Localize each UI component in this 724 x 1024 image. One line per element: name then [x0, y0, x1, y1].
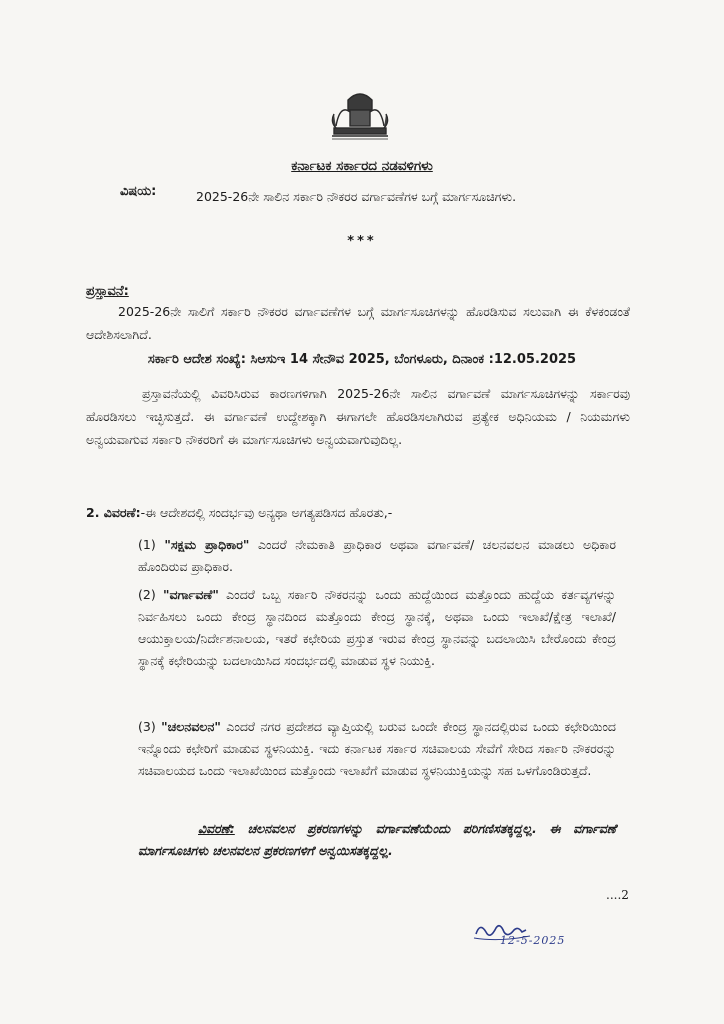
section-2-text: -ಈ ಆದೇಶದಲ್ಲಿ ಸಂದರ್ಭವು ಅನ್ಯಥಾ ಅಗತ್ಯಪಡಿಸದ ಹೊರತು,-: [140, 505, 393, 520]
document-title: ಕರ್ನಾಟಕ ಸರ್ಕಾರದ ನಡವಳಿಗಳು: [291, 158, 433, 174]
page-continuation: ....2: [606, 888, 629, 902]
subject-label: ವಿಷಯ:: [120, 184, 157, 199]
note-label: ವಿವರಣೆ:: [198, 821, 235, 836]
definition-text: ಎಂದರೆ ನೇಮಕಾತಿ ಪ್ರಾಧಿಕಾರ ಅಥವಾ ವರ್ಗಾವಣೆ/ ಚಲನವಲನ ಮಾಡಲು ಅಧಿಕಾರ ಹೊಂದಿರುವ ಪ್ರಾಧಿಕಾರ.: [138, 537, 616, 574]
karnataka-emblem-icon: [326, 86, 394, 142]
definition-text: ಎಂದರೆ ನಗರ ಪ್ರದೇಶದ ವ್ಯಾಪ್ತಿಯಲ್ಲಿ ಬರುವ ಒಂದೇ ಕೇಂದ್ರ ಸ್ಥಾನದಲ್ಲಿರುವ ಒಂದು ಕಛೇರಿಯಿಂದ ಇನ್ನೊಂದು ಕಛೇರಿಗೆ ಮಾಡುವ ಸ್ಥಳನಿಯುಕ್ತಿ. ಇದು ಕರ್ನಾಟಕ ಸರ್ಕಾರ ಸಚಿವಾಲಯ ಸೇವೆಗೆ ಸೇರಿದ ಸರ್ಕಾರಿ ನೌಕರರನ್ನು ಸಚಿವಾಲಯದ ಒಂದು ಇಲಾಖೆಯಿಂದ ಮತ್ತೊಂದು ಇಲಾಖೆಗೆ ಮಾಡುವ ಸ್ಥಳನಿಯುಕ್ತಿಯನ್ನು ಸಹ ಒಳಗೊಂಡಿರುತ್ತದೆ.: [138, 719, 616, 778]
definition-term: "ವರ್ಗಾವಣೆ": [163, 587, 219, 602]
order-line: ಸರ್ಕಾರಿ ಆದೇಶ ಸಂಖ್ಯೆ: ಸಿಆಸುಇ 14 ಸೇನೌವ 2025, ಬೆಂಗಳೂರು, ದಿನಾಂಕ :12.05.2025: [147, 352, 577, 367]
signature-date: 12-5-2025: [500, 934, 566, 947]
definition-term: "ಸಕ್ಷಮ ಪ್ರಾಧಿಕಾರ": [164, 537, 250, 552]
definition-number: (3): [138, 719, 156, 734]
definition-text: ಎಂದರೆ ಒಬ್ಬ ಸರ್ಕಾರಿ ನೌಕರನನ್ನು ಒಂದು ಹುದ್ದೆಯಿಂದ ಮತ್ತೊಂದು ಹುದ್ದೆಯ ಕರ್ತವ್ಯಗಳನ್ನು ನಿರ್ವಹಿಸಲು ಒಂದು ಕೇಂದ್ರ ಸ್ಥಾನದಿಂದ ಮತ್ತೊಂದು ಕೇಂದ್ರ ಸ್ಥಾನಕ್ಕೆ, ಅಥವಾ ಒಂದು ಇಲಾಖೆ/ಕ್ಷೇತ್ರ ಇಲಾಖೆ/ ಆಯುಕ್ತಾಲಯ/ನಿರ್ದೇಶನಾಲಯ, ಇತರೆ ಕಛೇರಿಯ ಪ್ರಸ್ತುತ ಇರುವ ಕೇಂದ್ರ ಸ್ಥಾನವನ್ನು ಬದಲಾಯಿಸಿ ಬೇರೊಂದು ಕೇಂದ್ರ ಸ್ಥಾನಕ್ಕೆ ಕಛೇರಿಯನ್ನು ಬದಲಾಯಿಸಿದ ಸಂದರ್ಭದಲ್ಲಿ ಮಾಡುವ ಸ್ಥಳ ನಿಯುಕ್ತಿ.: [138, 587, 616, 668]
definition-3: [138, 716, 616, 782]
subject-text: 2025-26ನೇ ಸಾಲಿನ ಸರ್ಕಾರಿ ನೌಕರರ ವರ್ಗಾವಣೆಗಳ ಬಗ್ಗೆ ಮಾರ್ಗಸೂಚಿಗಳು.: [196, 189, 517, 204]
preamble-heading: ಪ್ರಸ್ತಾವನೆ:: [86, 284, 129, 299]
section-2-label: 2. ವಿವರಣೆ:: [86, 505, 141, 520]
preamble-text: 2025-26ನೇ ಸಾಲಿಗೆ ಸರ್ಕಾರಿ ನೌಕರರ ವರ್ಗಾವಣೆಗಳ ಬಗ್ಗೆ ಮಾರ್ಗಸೂಚಿಗಳನ್ನು ಹೊರಡಿಸುವ ಸಲುವಾಗಿ ಈ ಕೆಳಕಂಡಂತೆ ಆದೇಶಿಸಲಾಗಿದೆ.: [86, 304, 630, 342]
definition-number: (2): [138, 587, 156, 602]
explanation-note: [138, 818, 616, 862]
separator: ***: [347, 234, 377, 249]
definition-term: "ಚಲನವಲನ": [161, 719, 221, 734]
definition-1: [138, 534, 616, 578]
note-text: ಚಲನವಲನ ಪ್ರಕರಣಗಳನ್ನು ವರ್ಗಾವಣೆಯೆಂದು ಪರಿಗಣಿಸತಕ್ಕದ್ದಲ್ಲ. ಈ ವರ್ಗಾವಣೆ ಮಾರ್ಗಸೂಚಿಗಳು ಚಲನವಲನ ಪ್ರಕರಣಗಳಿಗೆ ಅನ್ವಯಿಸತಕ್ಕದ್ದಲ್ಲ.: [138, 821, 616, 858]
section-2: [86, 505, 392, 521]
definition-number: (1): [138, 537, 156, 552]
definition-2: [138, 584, 616, 672]
order-text: ಪ್ರಸ್ತಾವನೆಯಲ್ಲಿ ವಿವರಿಸಿರುವ ಕಾರಣಗಳಿಗಾಗಿ 2025-26ನೇ ಸಾಲಿನ ವರ್ಗಾವಣೆ ಮಾರ್ಗಸೂಚಿಗಳನ್ನು ಸರ್ಕಾರವು ಹೊರಡಿಸಲು ಇಚ್ಛಿಸುತ್ತದೆ. ಈ ವರ್ಗಾವಣೆ ಉದ್ದೇಶಕ್ಕಾಗಿ ಈಗಾಗಲೇ ಹೊರಡಿಸಲಾಗಿರುವ ಪ್ರತ್ಯೇಕ ಅಧಿನಿಯಮ / ನಿಯಮಗಳು ಅನ್ವಯವಾಗುವ ಸರ್ಕಾರಿ ನೌಕರರಿಗೆ ಈ ಮಾರ್ಗಸೂಚಿಗಳು ಅನ್ವಯವಾಗುವುದಿಲ್ಲ.: [86, 386, 630, 447]
